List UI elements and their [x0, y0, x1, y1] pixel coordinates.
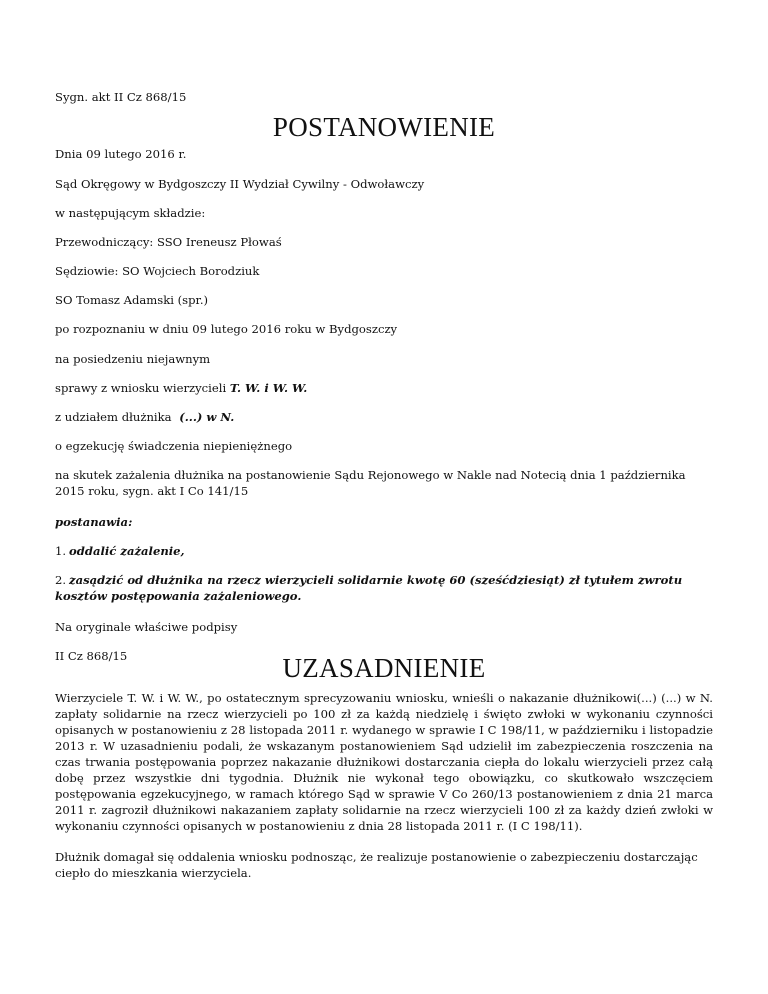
- decision-date: Dnia 09 lutego 2016 r.: [55, 147, 187, 161]
- appeal-paragraph: na skutek zażalenia dłużnika na postanowienie Sądu Rejonowego w Nakle nad Notecią dnia 1 października 2015 roku, sygn. akt I Co 141/15: [55, 468, 686, 498]
- debtor-prefix: z udziałem dłużnika: [55, 410, 176, 424]
- judges-line: Sędziowie: SO Wojciech Borodziuk: [55, 264, 260, 278]
- justification-paragraph-2: Dłużnik domagał się oddalenia wniosku podnosząc, że realizuje postanowienie o zabezpieczeniu dostarczając ciepło do mieszkania wierzyciela.: [55, 850, 698, 880]
- document-page: [55, 0, 713, 994]
- chairman-line: Przewodniczący: SSO Ireneusz Płowaś: [55, 235, 282, 249]
- decides-heading: postanawia:: [55, 515, 133, 529]
- case-number: Sygn. akt II Cz 868/15: [55, 90, 187, 104]
- case-prefix: sprawy z wniosku wierzycieli: [55, 381, 230, 395]
- justification-paragraph-1: Wierzyciele T. W. i W. W., po ostatecznym sprecyzowaniu wniosku, wnieśli o nakazanie dłużnikowi(...) (...) w N. zapłaty solidarnie na rzecz wierzycieli po 100 zł za każdą niedzielę i święto zwłoki w wykonaniu czynności opisanych w postanowieniu z 28 listopada 2011 r. wydanego w sprawie I C 198/11, w październiku i listopadzie 2013 r. W uzasadnieniu podali, że wskazanym postanowieniem Sąd udzielił im zabezpieczenia roszczenia na czas trwania postępowania poprzez nakazanie dłużnikowi dostarczania ciepła do lokalu wierzycieli przez całą dobę przez wszystkie dni tygodnia. Dłużnik nie wykonał tego obowiązku, co skutkowało wszczęciem postępowania egzekucyjnego, w ramach którego Sąd w sprawie V Co 260/13 postanowieniem z dnia 21 marca 2011 r. zagroził dłużnikowi nakazaniem zapłaty solidarnie na rzecz wierzycieli 100 zł za każdy dzień zwłoki w wykonaniu czynności opisanych w postanowieniu z dnia 28 listopada 2011 r. (I C 198/11).: [55, 691, 713, 833]
- document-title: POSTANOWIENIE: [272, 112, 496, 142]
- justification-title: UZASADNIENIE: [282, 653, 486, 683]
- case-line: [55, 380, 307, 396]
- point-2-text: zasądzić od dłużnika na rzecz wierzycieli solidarnie kwotę 60 (sześćdziesiąt) zł tytułem zwrotu kosztów postępowania zażaleniowego.: [55, 573, 683, 603]
- point-1-text: oddalić zażalenie,: [69, 544, 185, 558]
- subject-line: o egzekucję świadczenia niepieniężnego: [55, 439, 293, 453]
- signatures-note: Na oryginale właściwe podpisy: [55, 620, 238, 634]
- hearing-line: po rozpoznaniu w dniu 09 lutego 2016 roku w Bydgoszczy: [55, 322, 398, 336]
- court-name: Sąd Okręgowy w Bydgoszczy II Wydział Cywilny - Odwoławczy: [55, 177, 425, 191]
- point-1-number: 1.: [55, 544, 67, 558]
- debtor-name: (...) w N.: [179, 410, 235, 424]
- case-number-short: II Cz 868/15: [55, 649, 128, 663]
- decision-point-1: [55, 543, 185, 559]
- composition-intro: w następującym składzie:: [55, 206, 206, 220]
- debtor-line: [55, 409, 234, 425]
- judge-reporter-line: SO Tomasz Adamski (spr.): [55, 293, 209, 307]
- point-2-number: 2.: [55, 573, 67, 587]
- decision-point-2: [55, 572, 713, 604]
- creditors-name: T. W. i W. W.: [229, 381, 308, 395]
- session-line: na posiedzeniu niejawnym: [55, 352, 211, 366]
